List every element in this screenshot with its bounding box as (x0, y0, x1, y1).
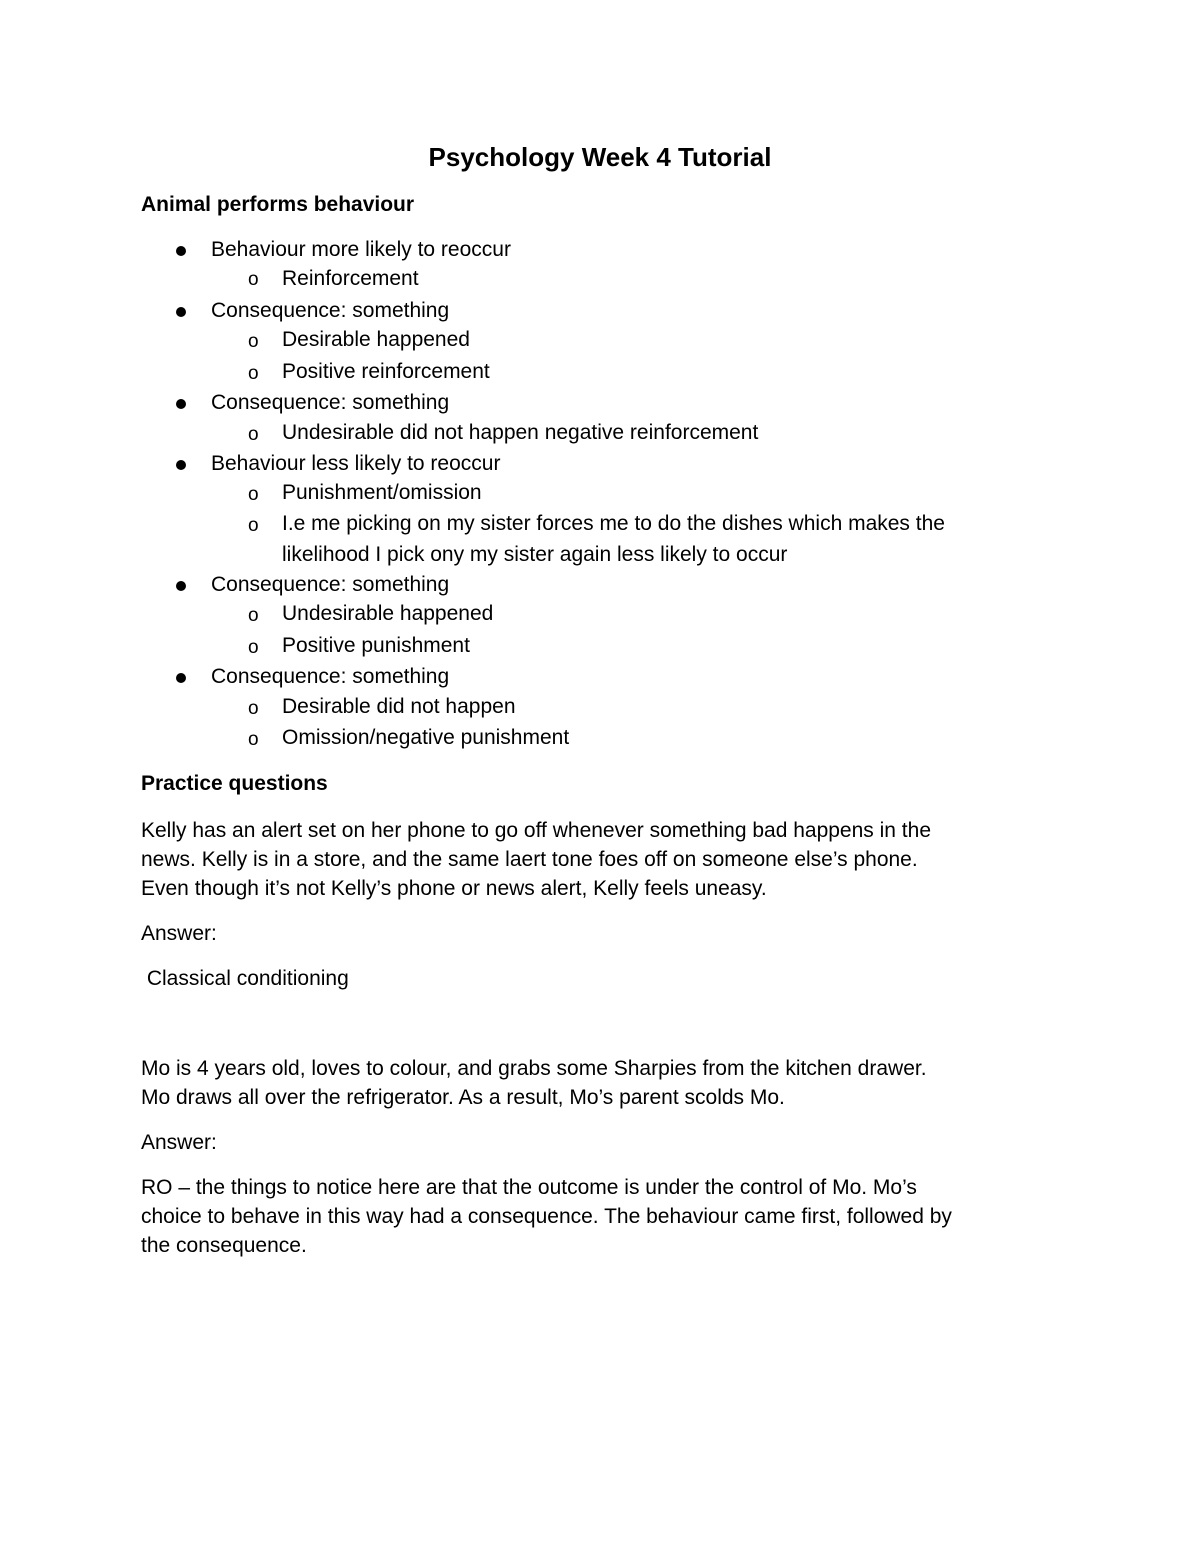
sub-list-item: Undesirable happened (282, 602, 494, 625)
sub-list-item: Reinforcement (282, 267, 419, 290)
sub-bullet-marker: o (248, 698, 259, 719)
list-item: Consequence: something (211, 665, 450, 688)
list-item: Consequence: something (211, 299, 450, 322)
bullet-dot (176, 673, 186, 683)
sub-bullet-marker: o (248, 484, 259, 505)
sub-list-item: I.e me picking on my sister forces me to do the dishes which makes the (282, 512, 945, 535)
question-1-line: Even though it’s not Kelly’s phone or news alert, Kelly feels uneasy. (141, 877, 767, 900)
question-2-line: Mo draws all over the refrigerator. As a result, Mo’s parent scolds Mo. (141, 1086, 785, 1109)
question-1-line: news. Kelly is in a store, and the same laert tone foes off on someone else’s phone. (141, 848, 918, 871)
answer-1: Classical conditioning (141, 967, 349, 990)
sub-bullet-marker: o (248, 424, 259, 445)
section-heading-practice-questions: Practice questions (141, 772, 328, 795)
list-item: Behaviour more likely to reoccur (211, 238, 511, 261)
section-heading-animal-behaviour: Animal performs behaviour (141, 193, 415, 216)
sub-list-item: Undesirable did not happen negative reinforcement (282, 421, 759, 444)
bullet-dot (176, 460, 186, 470)
sub-bullet-marker: o (248, 729, 259, 750)
sub-bullet-marker: o (248, 331, 259, 352)
sub-bullet-marker: o (248, 605, 259, 626)
question-2-line: Mo is 4 years old, loves to colour, and grabs some Sharpies from the kitchen drawer. (141, 1057, 927, 1080)
bullet-dot (176, 399, 186, 409)
sub-bullet-marker: o (248, 363, 259, 384)
bullet-dot (176, 581, 186, 591)
answer-2-line: choice to behave in this way had a consequence. The behaviour came first, followed by (141, 1205, 952, 1228)
list-item: Consequence: something (211, 573, 450, 596)
sub-list-item: Omission/negative punishment (282, 726, 570, 749)
page-title: Psychology Week 4 Tutorial (428, 142, 772, 172)
question-1-line: Kelly has an alert set on her phone to go off whenever something bad happens in the (141, 819, 931, 842)
bullet-dot (176, 246, 186, 256)
answer-label-1: Answer: (141, 922, 217, 945)
answer-label-2: Answer: (141, 1131, 217, 1154)
sub-bullet-marker: o (248, 269, 259, 290)
bullet-dot (176, 307, 186, 317)
sub-list-item-continuation: likelihood I pick ony my sister again less likely to occur (282, 543, 788, 566)
answer-2-line: RO – the things to notice here are that the outcome is under the control of Mo. Mo’s (141, 1176, 917, 1199)
answer-2-line: the consequence. (141, 1234, 307, 1257)
list-item: Consequence: something (211, 391, 450, 414)
sub-list-item: Punishment/omission (282, 481, 482, 504)
sub-list-item: Positive reinforcement (282, 360, 490, 383)
sub-list-item: Desirable did not happen (282, 695, 516, 718)
sub-list-item: Positive punishment (282, 634, 470, 657)
sub-bullet-marker: o (248, 637, 259, 658)
sub-list-item: Desirable happened (282, 328, 470, 351)
sub-bullet-marker: o (248, 515, 259, 536)
list-item: Behaviour less likely to reoccur (211, 452, 501, 475)
